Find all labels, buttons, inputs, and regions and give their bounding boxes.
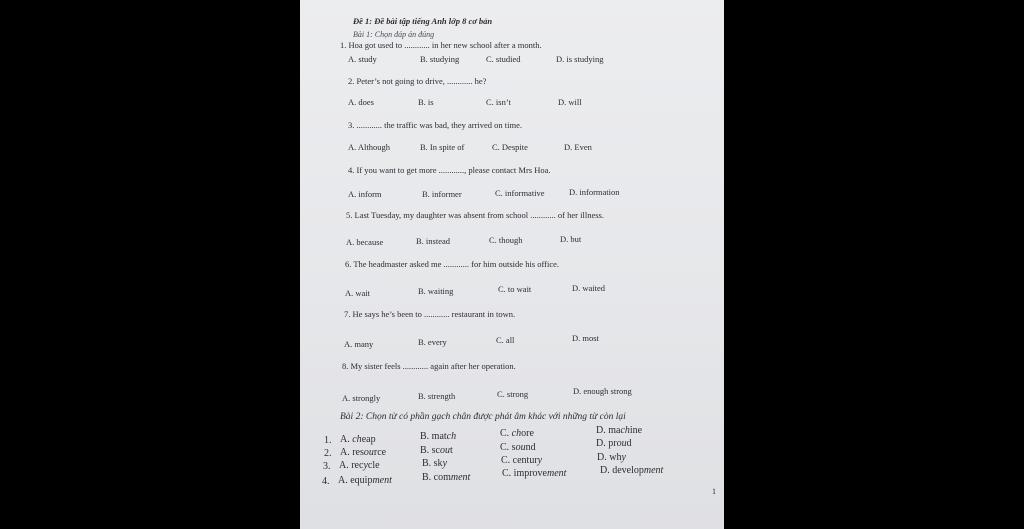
section2-heading: Bài 2: Chọn từ có phần gạch chân được phát âm khác với những từ còn lại — [340, 412, 626, 422]
q6-option-b: B. waiting — [418, 286, 454, 296]
question-7: 7. He says he’s been to ............ restaurant in town. — [344, 309, 516, 319]
question-1: 1. Hoa got used to ............ in her new school after a month. — [340, 40, 542, 50]
row-1-word-c: C. chore — [500, 428, 534, 439]
row-3-word-c: C. century — [501, 455, 543, 466]
row-4-number: 4. — [322, 476, 330, 487]
q8-option-d: D. enough strong — [573, 386, 632, 396]
q2-option-c: C. isn’t — [486, 97, 511, 107]
question-3: 3. ............ the traffic was bad, they arrived on time. — [348, 120, 523, 130]
page-number: 1 — [712, 487, 716, 496]
row-2-word-d: D. proud — [596, 438, 632, 449]
q7-option-d: D. most — [572, 333, 599, 343]
q5-option-b: B. instead — [416, 236, 450, 246]
q5-option-d: D. but — [560, 234, 582, 244]
q7-option-a: A. many — [344, 339, 374, 349]
q1-option-a: A. study — [348, 54, 377, 64]
row-1-word-a: A. cheap — [340, 434, 376, 445]
q3-option-c: C. Despite — [492, 142, 528, 152]
row-2-word-c: C. sound — [500, 442, 536, 453]
question-2: 2. Peter’s not going to drive, ............ he? — [348, 76, 487, 86]
row-3-word-d: D. why — [597, 452, 626, 463]
q1-option-c: C. studied — [486, 54, 521, 64]
section1-heading: Bài 1: Chọn đáp án đúng — [353, 30, 435, 39]
q5-option-c: C. though — [489, 235, 523, 245]
q2-option-d: D. will — [558, 97, 582, 107]
q5-option-a: A. because — [346, 237, 384, 247]
q6-option-d: D. waited — [572, 283, 606, 293]
row-1-word-d: D. machine — [596, 425, 643, 436]
q6-option-c: C. to wait — [498, 284, 532, 294]
q4-option-d: D. information — [569, 187, 620, 197]
q7-option-c: C. all — [496, 335, 515, 345]
row-2-word-a: A. resource — [340, 447, 387, 458]
row-3-word-a: A. recycle — [339, 460, 380, 471]
q8-option-b: B. strength — [418, 391, 456, 401]
question-5: 5. Last Tuesday, my daughter was absent from school ............ of her illness. — [346, 210, 604, 220]
question-4: 4. If you want to get more ............, please contact Mrs Hoa. — [348, 165, 551, 175]
row-1-number: 1. — [324, 435, 332, 446]
row-4-word-d: D. development — [600, 465, 664, 476]
q4-option-b: B. informer — [422, 189, 462, 199]
document-title: Đề 1: Đề bài tập tiếng Anh lớp 8 cơ bản — [353, 16, 493, 26]
row-4-word-a: A. equipment — [338, 475, 392, 486]
q7-option-b: B. every — [418, 337, 447, 347]
q8-option-c: C. strong — [497, 389, 529, 399]
question-6: 6. The headmaster asked me ............ for him outside his office. — [345, 259, 560, 269]
row-4-word-c: C. improvement — [502, 468, 567, 479]
q1-option-d: D. is studying — [556, 54, 604, 64]
q4-option-c: C. informative — [495, 188, 545, 198]
q3-option-b: B. In spite of — [420, 142, 465, 152]
q6-option-a: A. wait — [345, 288, 371, 298]
q4-option-a: A. inform — [348, 189, 382, 199]
row-3-number: 3. — [323, 461, 331, 472]
q2-option-a: A. does — [348, 97, 374, 107]
question-8: 8. My sister feels ............ again after her operation. — [342, 361, 516, 371]
q3-option-d: D. Even — [564, 142, 592, 152]
q1-option-b: B. studying — [420, 54, 460, 64]
row-3-word-b: B. sky — [422, 458, 448, 469]
q2-option-b: B. is — [418, 97, 434, 107]
row-4-word-b: B. comment — [422, 472, 471, 483]
row-2-word-b: B. scout — [420, 445, 453, 456]
q8-option-a: A. strongly — [342, 393, 381, 403]
q3-option-a: A. Although — [348, 142, 391, 152]
exam-paper — [300, 0, 724, 529]
row-1-word-b: B. match — [420, 431, 457, 442]
row-2-number: 2. — [324, 448, 332, 459]
